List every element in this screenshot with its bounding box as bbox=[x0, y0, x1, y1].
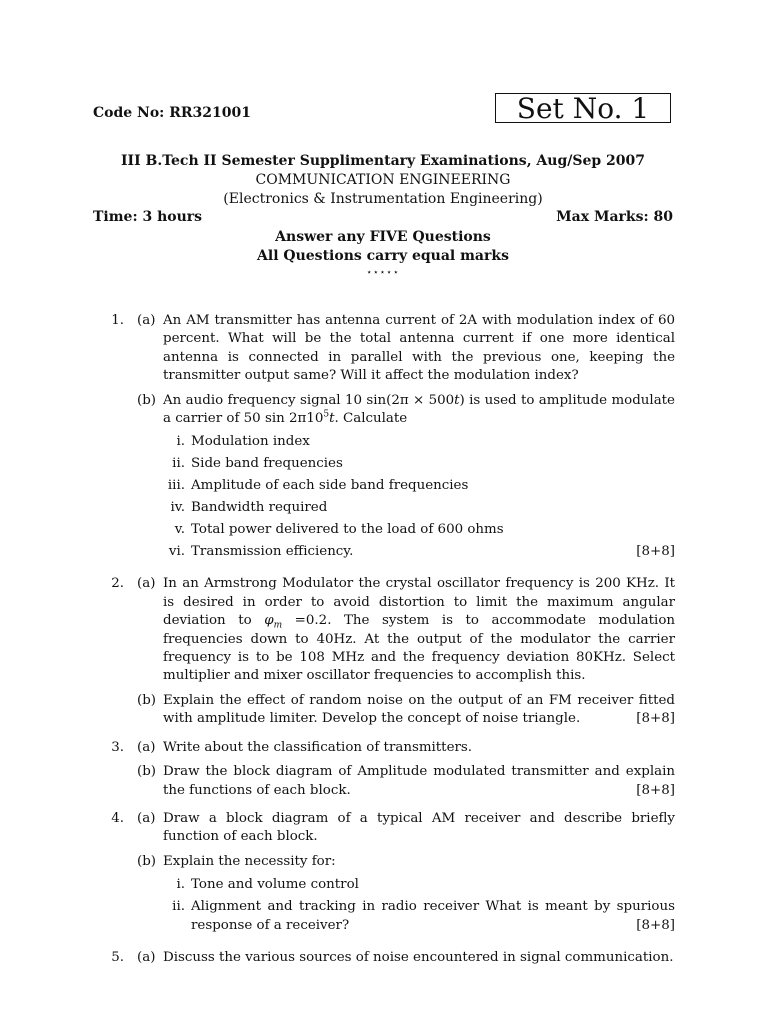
question-part bbox=[137, 392, 675, 566]
part-text: An AM transmitter has antenna current of 2A with modulation index of 60 percent. What will be the total antenna current if one more identical antenna is connected in parallel with the previous one, keeping the transmitter output same? Will it affect the modulation index? bbox=[163, 313, 675, 384]
sub-question-list bbox=[163, 433, 675, 561]
branch-title: (Electronics & Instrumentation Engineering) bbox=[223, 191, 543, 207]
part-text: Discuss the various sources of noise encountered in signal communication. bbox=[163, 949, 674, 965]
question-1 bbox=[100, 312, 675, 565]
marks-label: [8+8] bbox=[636, 544, 675, 560]
part-label: (b) bbox=[137, 692, 157, 708]
part-label: (a) bbox=[137, 576, 156, 592]
part-label: (b) bbox=[137, 392, 157, 408]
part-label: (a) bbox=[137, 739, 156, 755]
part-label: (a) bbox=[137, 313, 156, 328]
sub-question: iii. Amplitude of each side band frequencies bbox=[167, 478, 469, 494]
question-number: 5. bbox=[111, 949, 124, 965]
code-number: Code No: RR321001 bbox=[93, 105, 251, 121]
sub-question: ii. Alignment and tracking in radio receiver What is meant by spurious response of a receiver? [8+8] bbox=[163, 898, 675, 935]
question-list bbox=[100, 312, 675, 977]
question-4 bbox=[100, 810, 675, 939]
set-number-box: Set No. 1 bbox=[495, 93, 671, 123]
marks-label: [8+8] bbox=[636, 917, 675, 933]
sub-question-list bbox=[163, 876, 675, 935]
sub-question: i. Modulation index bbox=[176, 434, 310, 450]
part-label: (a) bbox=[137, 949, 156, 965]
instruction-answer: Answer any FIVE Questions bbox=[275, 229, 491, 245]
question-part bbox=[137, 739, 675, 757]
question-part bbox=[137, 575, 675, 685]
question-number: 1. bbox=[111, 313, 124, 328]
question-part bbox=[137, 763, 675, 800]
part-label: (a) bbox=[137, 810, 156, 826]
time-marks-row bbox=[93, 209, 673, 225]
part-text: In an Armstrong Modulator the crystal oscillator frequency is 200 KHz. It is desired in order to avoid distortion to limit the maximum angular deviation to $\varphi_m =0.2$. The system is to accommodate modulation frequencies down to 40Hz. At the output of the modulator the carrier frequency is to be 108 MHz and the frequency deviation 80KHz. Select multiplier and mixer oscillator frequencies to accomplish this. bbox=[163, 576, 675, 684]
sub-question: v. Total power delivered to the load of 600 ohms bbox=[174, 522, 504, 538]
question-number: 4. bbox=[111, 810, 124, 826]
question-part bbox=[137, 949, 675, 967]
part-text: Draw a block diagram of a typical AM receiver and describe briefly function of each block. bbox=[163, 810, 675, 845]
part-text: An audio frequency signal 10 sin(2π × 500t) is used to amplitude modulate a carrier of 50 $\sin 2\pi 10^5t$. Calculate bbox=[163, 392, 675, 427]
part-text: Explain the necessity for: bbox=[163, 853, 336, 869]
question-part bbox=[137, 810, 675, 847]
instruction-marks: All Questions carry equal marks bbox=[257, 248, 509, 264]
marks-label: [8+8] bbox=[636, 711, 675, 727]
sub-question: i. Tone and volume control bbox=[176, 877, 359, 893]
sub-question: ii. Side band frequencies bbox=[172, 456, 343, 472]
max-marks: Max Marks: 80 bbox=[556, 209, 673, 225]
question-part bbox=[137, 692, 675, 729]
question-3 bbox=[100, 739, 675, 800]
subject-title: COMMUNICATION ENGINEERING bbox=[255, 172, 511, 188]
question-2 bbox=[100, 575, 675, 728]
question-number: 2. bbox=[111, 576, 124, 592]
question-part bbox=[137, 312, 675, 386]
question-part bbox=[137, 853, 675, 939]
part-text: Draw the block diagram of Amplitude modulated transmitter and explain the functions of each block. bbox=[163, 764, 675, 798]
question-number: 3. bbox=[111, 739, 124, 755]
part-text: Explain the effect of random noise on the output of an FM receiver fitted with amplitude limiter. Develop the concept of noise triangle. bbox=[163, 692, 675, 727]
marks-label: [8+8] bbox=[636, 782, 675, 798]
question-5 bbox=[100, 949, 675, 967]
sub-question: vi. Transmission efficiency. [8+8] bbox=[163, 543, 675, 561]
exam-title: III B.Tech II Semester Supplimentary Examinations, Aug/Sep 2007 bbox=[120, 153, 646, 169]
sub-question: iv. Bandwidth required bbox=[170, 500, 328, 516]
part-text: Write about the classification of transmitters. bbox=[163, 739, 473, 755]
stars-divider: ⋆⋆⋆⋆⋆ bbox=[366, 268, 400, 278]
time-allowed: Time: 3 hours bbox=[93, 209, 203, 225]
part-label: (b) bbox=[137, 853, 157, 869]
part-label: (b) bbox=[137, 764, 157, 780]
